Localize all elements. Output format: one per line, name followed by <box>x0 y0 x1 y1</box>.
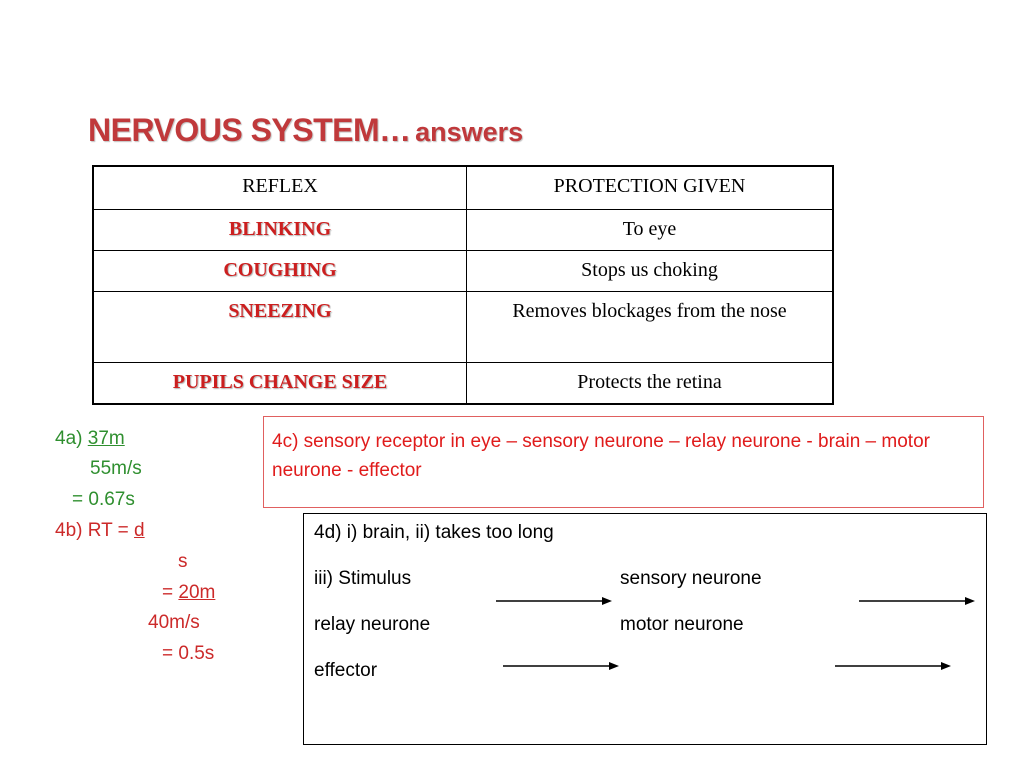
table-row <box>93 251 833 292</box>
answer-4d-effector: effector <box>314 660 378 681</box>
reflex-cell: COUGHING <box>93 251 467 292</box>
answer-4b-line1 <box>55 520 145 542</box>
title-main: NERVOUS SYSTEM… <box>88 112 411 148</box>
protection-cell: Stops us choking <box>467 251 834 292</box>
protection-cell: Protects the retina <box>467 363 834 405</box>
reflex-cell: SNEEZING <box>93 292 467 363</box>
answer-4b-s: s <box>178 551 188 572</box>
answer-4d-sensory-neurone: sensory neurone <box>620 568 762 589</box>
answer-4b-label: 4b) RT = <box>55 520 129 541</box>
arrow-right-icon <box>503 660 619 672</box>
header-protection: PROTECTION GIVEN <box>467 166 834 210</box>
reflex-cell: PUPILS CHANGE SIZE <box>93 363 467 405</box>
title-sub: answers <box>415 117 524 147</box>
table-row <box>93 292 833 363</box>
page-title <box>88 112 523 149</box>
answer-4b-eq: = <box>162 582 174 603</box>
table-row <box>93 363 833 405</box>
protection-cell: To eye <box>467 210 834 251</box>
answer-4d-motor-neurone: motor neurone <box>620 614 744 635</box>
protection-cell: Removes blockages from the nose <box>467 292 834 363</box>
arrow-right-icon <box>835 660 951 672</box>
answer-4a-line1 <box>55 428 125 450</box>
answer-4d-relay-neurone: relay neurone <box>314 614 431 635</box>
answer-4d-stimulus: iii) Stimulus <box>314 568 412 589</box>
answer-4b-d: d <box>134 520 145 541</box>
answer-4a-label: 4a) <box>55 428 83 449</box>
answer-4b-line3 <box>162 582 215 604</box>
answer-4a-numerator: 37m <box>87 428 125 449</box>
answer-4d-box <box>303 513 987 745</box>
arrow-right-icon <box>859 595 975 607</box>
answer-4a-denominator: 55m/s <box>90 458 142 479</box>
reflex-table <box>92 165 834 405</box>
answer-4b-result: = 0.5s <box>162 643 215 664</box>
answer-4a-result: = 0.67s <box>72 489 135 510</box>
table-row <box>93 210 833 251</box>
reflex-cell: BLINKING <box>93 210 467 251</box>
answer-4b-denominator: 40m/s <box>148 612 200 633</box>
answer-4d-line1: 4d) i) brain, ii) takes too long <box>314 522 554 543</box>
table-header-row <box>93 166 833 210</box>
header-reflex: REFLEX <box>93 166 467 210</box>
arrow-right-icon <box>496 595 612 607</box>
answer-4c-box <box>263 416 984 508</box>
answer-4c-text: 4c) sensory receptor in eye – sensory neurone – relay neurone - brain – motor neurone - effector <box>272 431 930 481</box>
answer-4b-numerator: 20m <box>178 582 216 603</box>
